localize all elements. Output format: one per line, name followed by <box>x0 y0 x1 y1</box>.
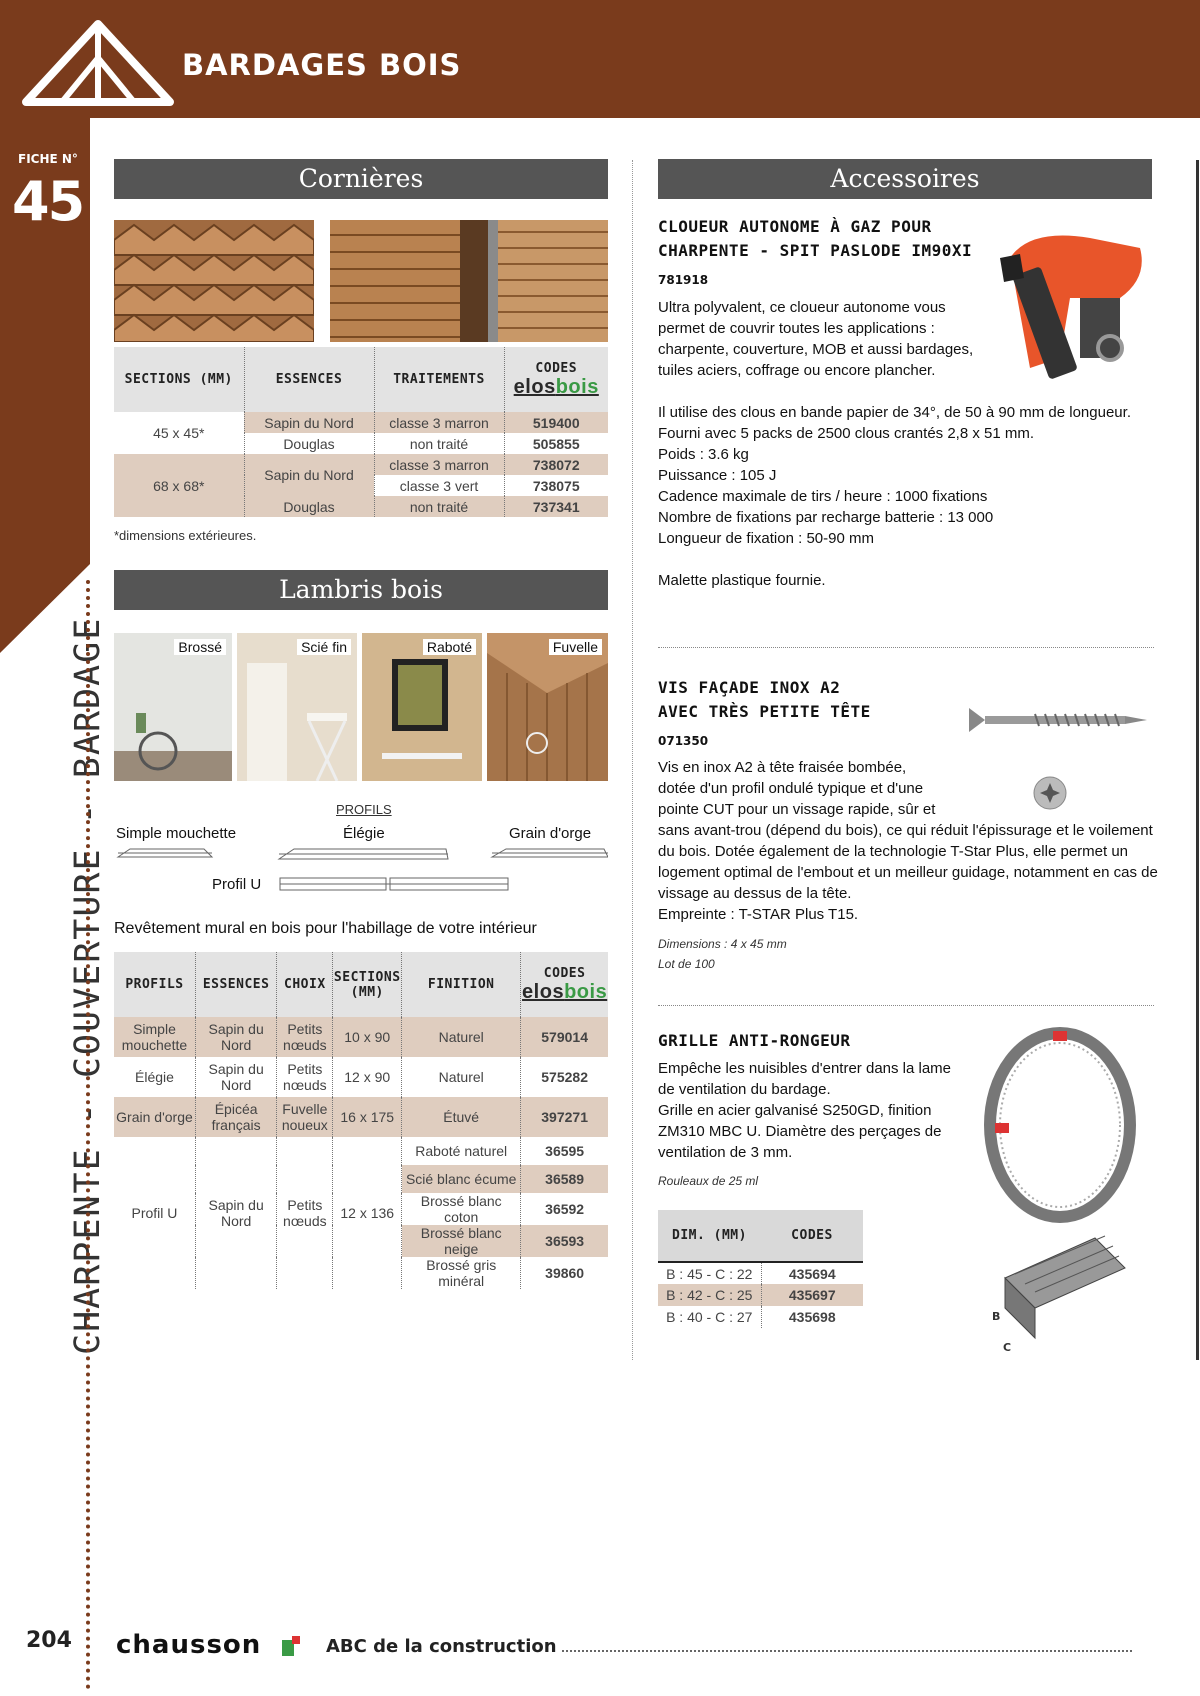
table-cell-profil: Élégie <box>135 1069 174 1085</box>
lambris-photo-scie-fin <box>237 633 357 781</box>
fiche-label: FICHE N° <box>18 152 78 166</box>
table-cell-code: 36592 <box>521 1193 608 1225</box>
table-cell-code: 579014 <box>521 1017 608 1057</box>
header-essences: ESSENCES <box>195 952 276 1017</box>
footer-tagline: ABC de la construction <box>326 1636 557 1657</box>
lambris-photo-rabote <box>362 633 482 781</box>
table-row <box>658 1284 863 1306</box>
table-cell-code: 39860 <box>521 1257 608 1289</box>
table-cell-essence: Sapin du Nord <box>244 412 374 433</box>
chausson-logo-icon <box>282 1636 300 1656</box>
table-cell-choix: Petits nœuds <box>277 1137 333 1289</box>
header-sections: SECTIONS (MM) <box>333 952 402 1017</box>
table-cell-finition: Raboté naturel <box>402 1137 521 1165</box>
table-cell-traitement: classe 3 marron <box>374 454 504 475</box>
vertical-section-title: CHARPENTE - COUVERTURE - BARDAGE <box>68 616 108 1355</box>
profil-simple-label: Simple mouchette <box>116 825 237 842</box>
elosbois-logo: elosbois <box>522 980 608 1003</box>
lambris-table <box>114 952 608 1289</box>
table-cell-section: 10 x 90 <box>333 1017 402 1057</box>
table-cell-finition: Naturel <box>402 1057 521 1097</box>
separator <box>658 1005 1154 1006</box>
table-cell-code: 397271 <box>521 1097 608 1137</box>
table-cell-section: 68 x 68* <box>114 454 244 517</box>
table-cell-code: 738075 <box>504 475 608 496</box>
header-choix: CHOIX <box>277 952 333 1017</box>
table-cell-choix: Fuvelle noueux <box>277 1097 333 1137</box>
dimension-b-label: B <box>992 1310 1001 1323</box>
profil-u-label: Profil U <box>212 876 262 893</box>
header-codes: CODES <box>761 1210 863 1262</box>
table-cell-essence: Sapin du Nord <box>195 1057 276 1097</box>
photo-label: Raboté <box>423 639 476 655</box>
mesh-angle-drawing <box>985 1228 1135 1358</box>
dotted-divider <box>86 580 90 1690</box>
cornieres-footnote: *dimensions extérieures. <box>114 528 257 543</box>
table-cell-profil: Grain d'orge <box>116 1109 193 1125</box>
profile-shapes-drawing <box>114 843 608 863</box>
table-cell-choix: Petits nœuds <box>277 1017 333 1057</box>
dimension-c-label: C <box>1003 1341 1012 1354</box>
photo-label: Scié fin <box>297 639 351 655</box>
nail-gun-icon <box>990 218 1150 398</box>
table-cell-essence: Épicéa français <box>195 1097 276 1137</box>
table-cell-essence: Douglas <box>244 496 374 517</box>
vis-details: Dimensions : 4 x 45 mm Lot de 100 <box>658 937 787 971</box>
grille-rouleaux: Rouleaux de 25 ml <box>658 1174 759 1188</box>
table-cell-dim: B : 40 - C : 27 <box>666 1309 753 1325</box>
header-traitements: TRAITEMENTS <box>374 347 504 412</box>
header-sections: SECTIONS (MM) <box>114 347 244 412</box>
header-profils: PROFILS <box>114 952 195 1017</box>
table-cell-traitement: classe 3 vert <box>374 475 504 496</box>
footer-dotted-line <box>562 1650 1132 1652</box>
cloueur-description: Ultra polyvalent, ce cloueur autonome vous permet de couvrir toutes les applications : charpente, couverture, MOB et aussi bardages, tuiles aciers, coffrage ou encore plancher. <box>658 299 974 379</box>
cornieres-table <box>114 347 608 517</box>
codes-label: CODES <box>535 360 578 376</box>
cornieres-photo-1 <box>114 220 314 342</box>
header-essences: ESSENCES <box>244 347 374 412</box>
table-row <box>114 1137 608 1165</box>
separator <box>658 647 1154 648</box>
table-cell-essence: Sapin du Nord <box>244 454 374 496</box>
table-cell-code: 435698 <box>761 1306 863 1328</box>
roof-truss-logo-icon <box>18 18 178 110</box>
table-cell-code: 36589 <box>521 1165 608 1193</box>
table-cell-code: 738072 <box>504 454 608 475</box>
table-cell-traitement: classe 3 marron <box>374 412 504 433</box>
table-row <box>114 1057 608 1097</box>
table-row <box>658 1306 863 1328</box>
photo-label: Brossé <box>174 639 226 655</box>
table-cell-section: 12 x 90 <box>333 1057 402 1097</box>
lambris-photo-brosse <box>114 633 232 781</box>
table-cell-code: 737341 <box>504 496 608 517</box>
table-row <box>114 1017 608 1057</box>
screw-icon <box>965 700 1150 740</box>
table-cell-traitement: non traité <box>374 496 504 517</box>
vis-title: VIS FAÇADE INOX A2 AVEC TRÈS PETITE TÊTE <box>658 678 871 721</box>
table-cell-finition: Brossé blanc coton <box>402 1193 521 1225</box>
table-cell-choix: Petits nœuds <box>277 1057 333 1097</box>
cornieres-section-header: Cornières <box>114 159 608 199</box>
lambris-photo-fuvelle <box>487 633 608 781</box>
codes-label: CODES <box>543 965 586 981</box>
table-cell-section: 45 x 45* <box>153 425 205 441</box>
cloueur-code: 781918 <box>658 273 709 287</box>
grille-title: GRILLE ANTI-RONGEUR <box>658 1031 851 1050</box>
profil-elegie-label: Élégie <box>343 825 385 842</box>
table-cell-profil: Simple mouchette <box>121 1021 188 1053</box>
cloueur-title: CLOUEUR AUTONOME À GAZ POUR CHARPENTE - SPIT PASLODE IM90XI <box>658 217 973 260</box>
grille-description: Empêche les nuisibles d'entrer dans la lame de ventilation du bardage. Grille en acier galvanisé S250GD, finition ZM310 MBC U. Diamètre des perçages de ventilation de 3 mm. <box>658 1060 952 1161</box>
table-cell-code: 435694 <box>761 1262 863 1284</box>
fiche-number: 45 <box>12 170 84 233</box>
table-cell-code: 505855 <box>504 433 608 454</box>
table-cell-finition: Étuvé <box>402 1097 521 1137</box>
table-cell-dim: B : 45 - C : 22 <box>666 1265 753 1282</box>
lambris-section-header: Lambris bois <box>114 570 608 610</box>
page-number: 204 <box>26 1628 72 1653</box>
mesh-roll-icon <box>975 1025 1145 1225</box>
table-cell-finition: Naturel <box>402 1017 521 1057</box>
table-cell-dim: B : 42 - C : 25 <box>666 1287 753 1303</box>
table-cell-traitement: non traité <box>374 433 504 454</box>
table-cell-profil: Profil U <box>131 1205 178 1221</box>
vis-description: Vis en inox A2 à tête fraisée bombée, dotée d'un profil ondulé typique et d'une pointe CUT pour un vissage rapide, sûr et sans avant-trou (dépend du bois), ce qui réduit l'épissurage et le voilement du bois. Dotée également de la technologie T-Star Plus, elle permet un logement optimal de l'embout et un meilleur guidage, notamment en cas de vissage au dessus de la tête. Empreinte : T-STAR Plus T15. <box>658 759 1158 923</box>
page-header <box>0 0 1200 118</box>
table-cell-essence: Douglas <box>244 433 374 454</box>
table-cell-code: 575282 <box>521 1057 608 1097</box>
table-cell-code: 519400 <box>504 412 608 433</box>
cornieres-photo-2 <box>330 220 608 342</box>
chausson-logo: chausson <box>116 1630 262 1660</box>
right-edge-line <box>1196 160 1199 1360</box>
table-cell-finition: Brossé gris minéral <box>402 1257 521 1289</box>
page-title: BARDAGES BOIS <box>182 48 462 82</box>
profil-grain-label: Grain d'orge <box>509 825 592 842</box>
header-codes <box>521 952 608 1017</box>
column-divider <box>632 160 633 1360</box>
table-cell-finition: Scié blanc écume <box>402 1165 521 1193</box>
photo-label: Fuvelle <box>549 639 602 655</box>
table-cell-finition: Brossé blanc neige <box>402 1225 521 1257</box>
table-cell-code: 435697 <box>761 1284 863 1306</box>
accessoires-section-header: Accessoires <box>658 159 1152 199</box>
table-cell-code: 36595 <box>521 1137 608 1165</box>
table-row <box>114 1097 608 1137</box>
profils-heading: PROFILS <box>336 802 392 817</box>
header-dim: DIM. (MM) <box>658 1210 761 1262</box>
lambris-intro: Revêtement mural en bois pour l'habillage de votre intérieur <box>114 920 537 937</box>
table-cell-code: 36593 <box>521 1225 608 1257</box>
table-cell-essence: Sapin du Nord <box>195 1017 276 1057</box>
table-cell-essence: Sapin du Nord <box>195 1137 276 1289</box>
header-finition: FINITION <box>402 952 521 1017</box>
table-cell-section: 16 x 175 <box>333 1097 402 1137</box>
table-cell-section: 12 x 136 <box>333 1137 402 1289</box>
elosbois-logo: elosbois <box>513 375 599 398</box>
cloueur-specs: Il utilise des clous en bande papier de 34°, de 50 à 90 mm de longueur. Fourni avec 5 packs de 2500 clous crantés 2,8 x 51 mm. Poids : 3.6 kg Puissance : 105 J Cadence maximale de tirs / heure : 1000 fixations Nombre de fixations par recharge batterie : 13 000 Longueur de fixation : 50-90 mm Malette plastique fournie. <box>658 404 1131 589</box>
header-codes <box>504 347 608 412</box>
table-row <box>658 1262 863 1284</box>
vis-code: 071350 <box>658 734 709 748</box>
profil-u-shape <box>278 874 510 894</box>
grille-table <box>658 1210 863 1328</box>
